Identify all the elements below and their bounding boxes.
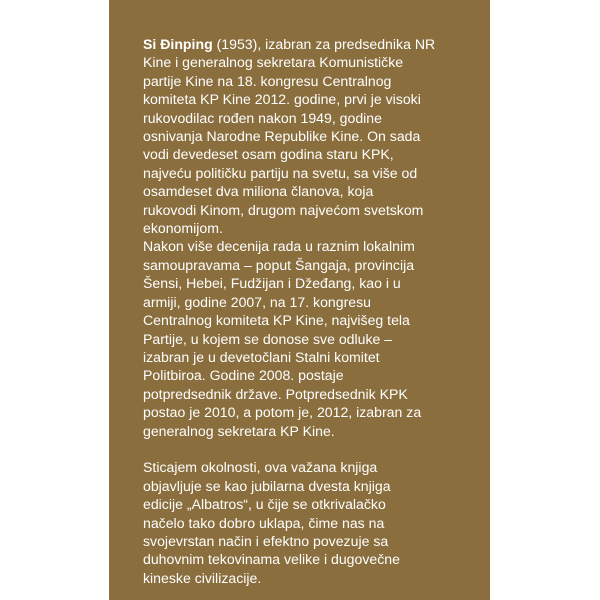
edition-line: kineske civilizacije. (143, 569, 262, 586)
bio-line: vodi devedeset osam godina staru KPK, (143, 146, 394, 163)
bio-line: partije Kine na 18. kongresu Centralnog (143, 72, 392, 89)
edition-line: objavljuje se kao jubilarna dvesta knjiga (143, 477, 391, 494)
bio-line: osamdeset dva miliona članova, koja (143, 183, 374, 200)
career-line: Nakon više decenija rada u raznim lokalnim (143, 238, 415, 255)
career-line: postao je 2010, a potom je, 2012, izabran za (143, 404, 422, 421)
bio-paragraph (143, 35, 465, 237)
career-line: samoupravama – poput Šangaja, provincija (143, 256, 415, 273)
edition-paragraph (143, 458, 465, 587)
career-paragraph (143, 237, 465, 439)
book-back-cover (109, 0, 490, 600)
bio-line: rukovodi Kinom, drugom najvećom svetskom (143, 201, 424, 218)
bio-line: osnivanja Narodne Republike Kine. On sada (143, 128, 421, 145)
cover-text (143, 35, 465, 587)
edition-line: Sticajem okolnosti, ova važana knjiga (143, 459, 378, 476)
career-line: Partije, u kojem se donose sve odluke – (143, 330, 393, 347)
bio-line: Kine i generalnog sekretara Komunističke (143, 54, 404, 71)
bio-line: rukovodilac rođen nakon 1949, godine (143, 109, 382, 126)
career-line: potpredsednik države. Potpredsednik KPK (143, 385, 408, 402)
career-line: generalnog sekretara KP Kine. (143, 422, 335, 439)
bio-line: ekonomijom. (143, 220, 223, 237)
edition-line: duhovnim tekovinama velike i dugovečne (143, 551, 400, 568)
author-name: Si Đinping (143, 36, 213, 52)
bio-line: komiteta KP Kine 2012. godine, prvi je visoki (143, 91, 421, 108)
edition-line: svojevrstan način i efektno povezuje sa (143, 532, 389, 549)
career-line: izabran je u devetočlani Stalni komitet (143, 348, 380, 365)
edition-line: edicije „Albatros“, u čije se otkrivalačko (143, 496, 386, 513)
paragraph-spacer (143, 440, 465, 458)
bio-line: najveću političku partiju na svetu, sa više od (143, 164, 418, 181)
bio-first-line (143, 35, 465, 53)
career-line: Šensi, Hebei, Fudžijan i Džeđang, kao i u (143, 275, 401, 292)
career-line: Centralnog komiteta KP Kine, najvišeg tela (143, 312, 410, 329)
edition-line: načelo tako dobro uklapa, čime nas na (143, 514, 385, 531)
career-line: Politbiroa. Godine 2008. postaje (143, 367, 344, 384)
career-line: armiji, godine 2007, na 17. kongresu (143, 293, 371, 310)
bio-first-line-rest: (1953), izabran za predsednika NR (212, 36, 436, 52)
